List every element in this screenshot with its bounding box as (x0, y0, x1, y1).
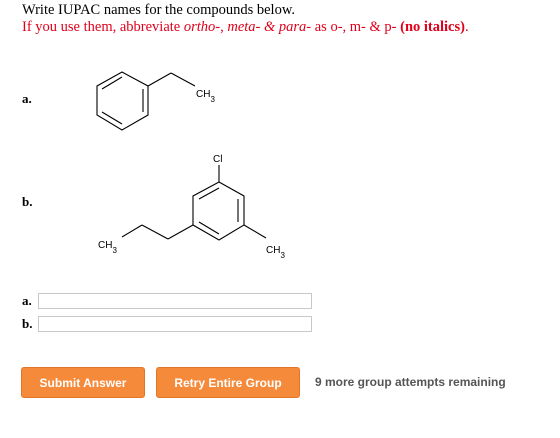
instruction-suffix: . (464, 19, 469, 35)
svg-text:CH3 (196, 89, 215, 104)
cl-label: Cl (213, 154, 223, 165)
answer-row-b (22, 314, 312, 334)
attempts-remaining-text: 9 more group attempts remaining (315, 375, 506, 389)
benzene-ring-b (122, 165, 266, 240)
ethyl-bond-2 (171, 73, 195, 86)
ch3-label-b-left: $CH_3$ (98, 240, 117, 255)
svg-text:Cl (213, 154, 222, 165)
answer-input-a[interactable] (38, 293, 312, 309)
instruction-line-1: Write IUPAC names for the compounds below. (22, 2, 295, 18)
answer-form (22, 291, 312, 337)
compound-a-label: a. (22, 91, 32, 106)
svg-text:CH3 (266, 245, 285, 260)
submit-answer-button[interactable]: Submit Answer (21, 367, 145, 398)
compound-b-label: b. (22, 194, 33, 209)
instruction-prefix: If you use them, abbreviate (22, 19, 184, 35)
instruction-middle: as o-, m- & p- (311, 19, 401, 35)
instruction-bold: (no italics) (400, 19, 465, 35)
instruction-italics: ortho-, meta- & para- (183, 19, 312, 35)
left-ethyl-bond-1 (168, 225, 193, 239)
ch3-label-a: $CH_3$ (196, 89, 215, 104)
instructions (22, 2, 469, 36)
ch3-label-b-right: $CH_3$ (266, 245, 285, 260)
answer-label-a: a. (22, 293, 32, 308)
right-methyl-bond (244, 225, 266, 238)
left-ethyl-bond-2 (142, 225, 168, 239)
ethyl-bond-1 (148, 73, 171, 86)
benzene-ring-a (97, 72, 195, 130)
retry-entire-group-button[interactable]: Retry Entire Group (156, 367, 300, 398)
answer-input-b[interactable] (38, 316, 312, 332)
left-ethyl-bond-3 (122, 225, 142, 237)
svg-text:CH3 (98, 240, 117, 255)
answer-label-b: b. (22, 316, 33, 331)
answer-row-a (22, 291, 312, 311)
instruction-line-2 (22, 19, 469, 36)
